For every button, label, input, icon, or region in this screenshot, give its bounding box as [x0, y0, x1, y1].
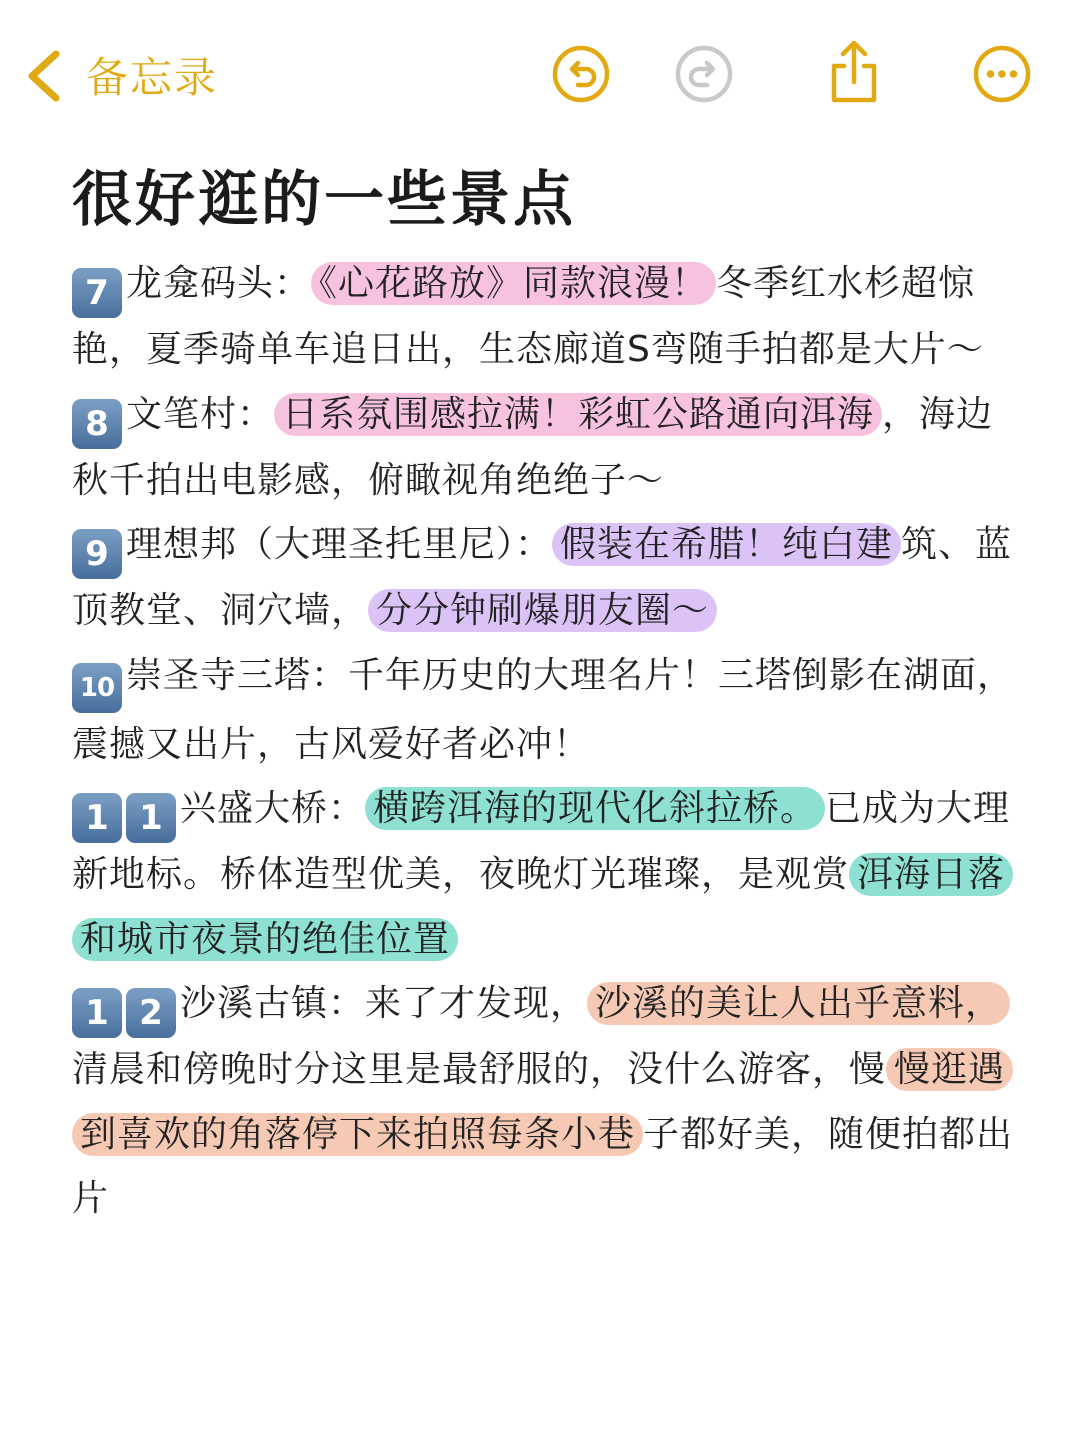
keycap-number-icon: 1 — [72, 793, 122, 843]
keycap-number-icon: 7 — [72, 268, 122, 318]
note-entry — [72, 644, 1022, 778]
keycap-number-icon: 2 — [126, 988, 176, 1038]
share-icon — [824, 38, 884, 106]
entry-text: 崇圣寺三塔：千年历史的大理名片！三塔倒影在湖面，震撼又出片，古风爱好者必冲！ — [72, 654, 1015, 765]
keycap-number-icon: 9 — [72, 529, 122, 579]
highlighted-text: 横跨洱海的现代化斜拉桥。 — [365, 787, 825, 830]
entry-text: 兴盛大桥： — [180, 788, 366, 829]
keycap-number-icon: 8 — [72, 399, 122, 449]
redo-icon — [674, 44, 734, 104]
entry-text: 文笔村： — [126, 393, 275, 435]
highlighted-text: 假装在希腊！纯白建 — [552, 523, 901, 566]
note-entry — [72, 972, 1022, 1232]
undo-button[interactable] — [551, 44, 611, 104]
note-entry — [72, 383, 1022, 514]
entry-text: 沙溪古镇：来了才发现， — [180, 983, 588, 1024]
note-entry — [72, 252, 1022, 383]
entry-text: 龙龛码头： — [126, 263, 312, 304]
entry-text: 子都好美，随便拍都出片 — [72, 1113, 1014, 1219]
highlighted-text: 分分钟刷爆朋友圈～ — [368, 589, 717, 632]
highlighted-text: 洱海日落和城市夜景的绝佳位置 — [72, 853, 1013, 961]
entry-text: 理想邦（大理圣托里尼）： — [126, 524, 553, 565]
redo-button[interactable] — [674, 44, 734, 104]
entry-text: ，海边秋千拍出电影感，俯瞰视角绝绝子～ — [72, 393, 994, 501]
entry-text: 筑、蓝顶教堂、洞穴墙， — [72, 524, 1013, 631]
navigation-bar — [0, 0, 1080, 140]
keycap-number-icon: 1 — [72, 988, 122, 1038]
note-title: 很好逛的一些景点 — [72, 165, 576, 235]
highlighted-text: 日系氛围感拉满！彩虹公路通向洱海 — [274, 393, 882, 436]
note-entry — [72, 777, 1022, 972]
note-body[interactable] — [72, 252, 1022, 1232]
share-button[interactable] — [824, 38, 884, 106]
more-icon — [972, 44, 1032, 104]
highlighted-text: 沙溪的美让人出乎意料， — [587, 982, 1010, 1025]
entry-text: 冬季红水杉超惊艳，夏季骑单车追日出，生态廊道S弯随手拍都是大片～ — [72, 263, 984, 370]
highlighted-text: 《心花路放》同款浪漫！ — [311, 262, 716, 305]
keycap-number-icon: 10 — [72, 663, 122, 713]
back-button[interactable] — [22, 40, 218, 110]
back-chevron-icon — [22, 40, 82, 110]
undo-icon — [551, 44, 611, 104]
highlighted-text: 慢逛遇到喜欢的角落停下来拍照每条小巷 — [72, 1048, 1013, 1156]
more-button[interactable] — [972, 44, 1032, 104]
note-entry — [72, 513, 1022, 644]
keycap-number-icon: 1 — [126, 793, 176, 843]
entry-text: 已成为大理新地标。桥体造型优美，夜晚灯光璀璨，是观赏 — [72, 788, 1011, 895]
entry-text: 清晨和傍晚时分这里是最舒服的，没什么游客，慢 — [72, 1049, 887, 1090]
back-label: 备忘录 — [86, 53, 219, 102]
